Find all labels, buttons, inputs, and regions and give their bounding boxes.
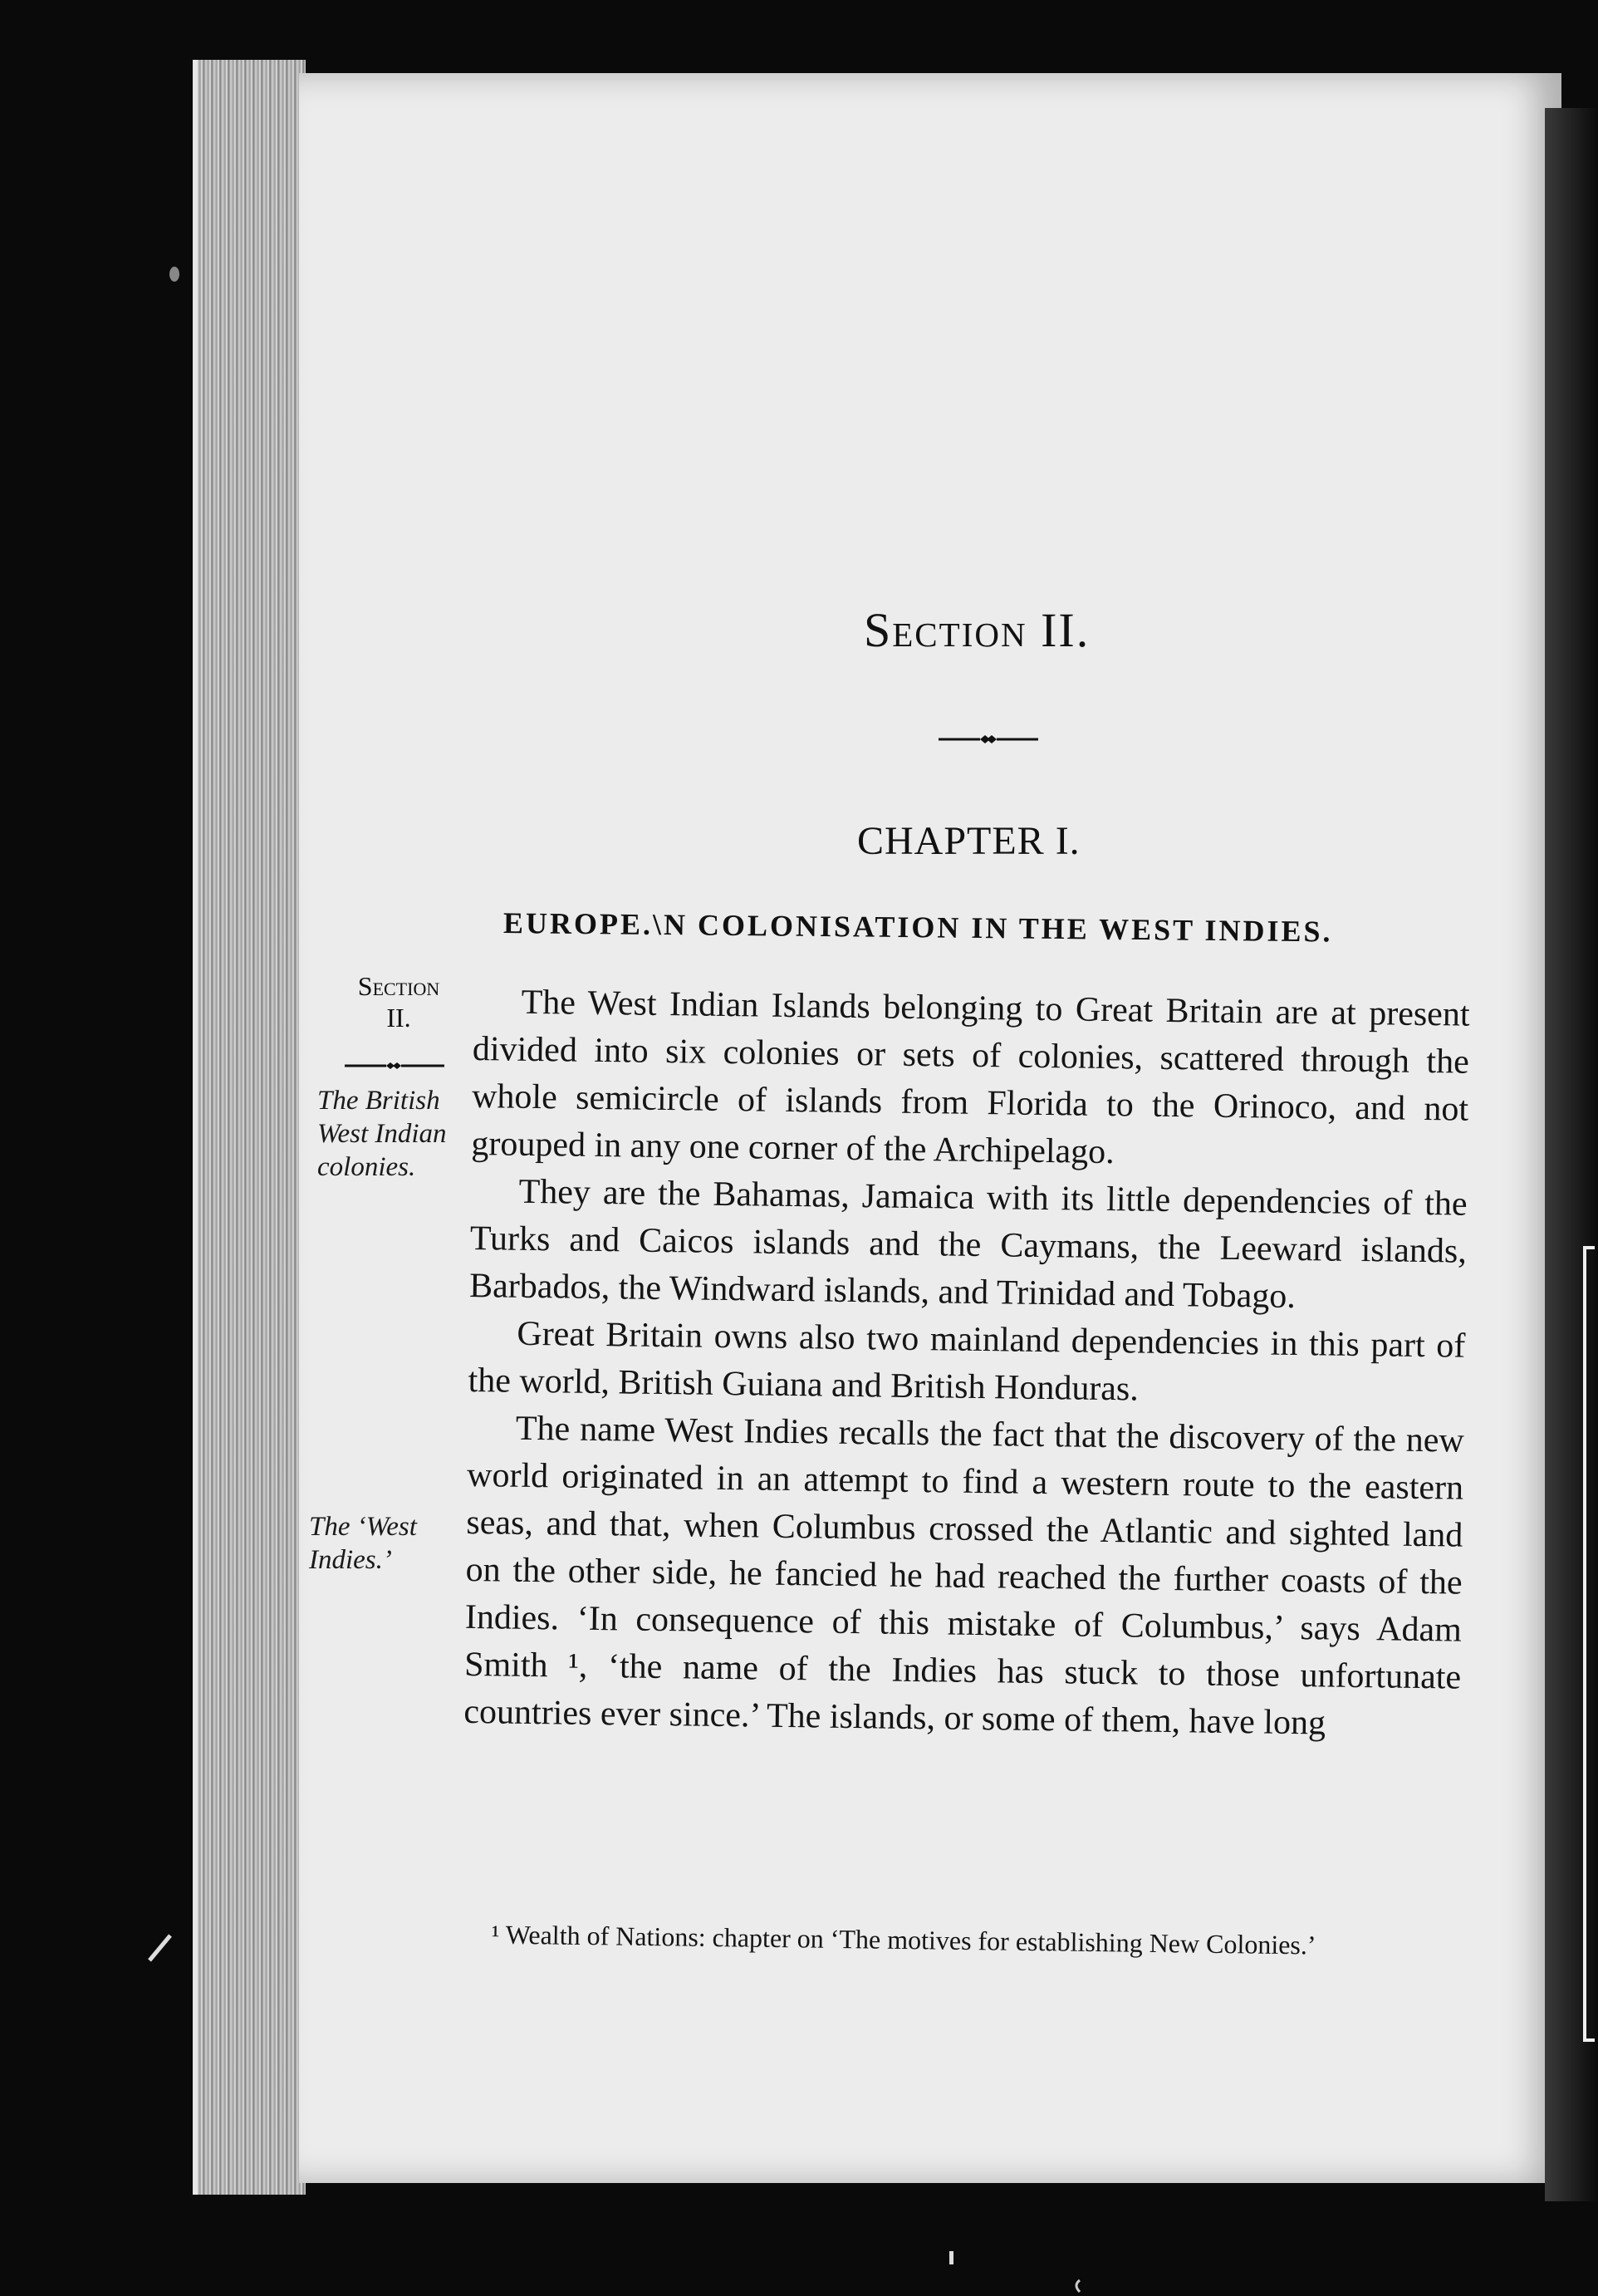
- section-heading: Section II.: [864, 603, 1091, 657]
- adjacent-page-edge: [1583, 1246, 1595, 2042]
- margin-note-british-colonies: The British West Indian colonies.: [317, 1086, 447, 1182]
- margin-ornament: [345, 1059, 444, 1072]
- margin-section-label: [332, 970, 465, 1033]
- margin-section-number: II.: [386, 1003, 411, 1033]
- chapter-heading: CHAPTER I.: [857, 819, 1081, 863]
- margin-note-west-indies: The ‘West Indies.’: [309, 1512, 417, 1575]
- chapter-title: EUROPE.\N COLONISATION IN THE WEST INDIES.: [502, 906, 1333, 949]
- paragraph: The name West Indies recalls the fact that the discovery of the new world originated in an attempt to find a western route to the eastern seas, and that, when Columbus crossed the Atlantic and sighted land on the other side, he fancied he had reached the further coasts of the Indies. ‘In consequence of this mistake of Columbus,’ says Adam Smith ¹, ‘the name of the Indies has stuck to those unfortunate countries ever since.’ The islands, or some of them, have long: [463, 1409, 1465, 1743]
- page-stack-edge: [193, 60, 306, 2195]
- margin-section-word: Section: [357, 971, 440, 1001]
- paragraph: Great Britain owns also two mainland dependencies in this part of the world, British Guiana and British Honduras.: [468, 1314, 1466, 1409]
- paragraph: The West Indian Islands belonging to Great Britain are at present divided into six colonies or sets of colonies, scattered through the whole semicircle of islands from Florida to the Orinoco, and not grouped in any one corner of the Archipelago.: [471, 983, 1470, 1172]
- body-text: [463, 979, 1470, 1749]
- paragraph: They are the Bahamas, Jamaica with its little dependencies of the Turks and Caicos islands and the Caymans, the Leeward islands, Barbados, the Windward islands, and Trinidad and Tobago.: [468, 1172, 1468, 1316]
- heading-ornament: [939, 731, 1038, 748]
- footnote: ¹ Wealth of Nations: chapter on ‘The motives for establishing New Colonies.’: [491, 1919, 1316, 1960]
